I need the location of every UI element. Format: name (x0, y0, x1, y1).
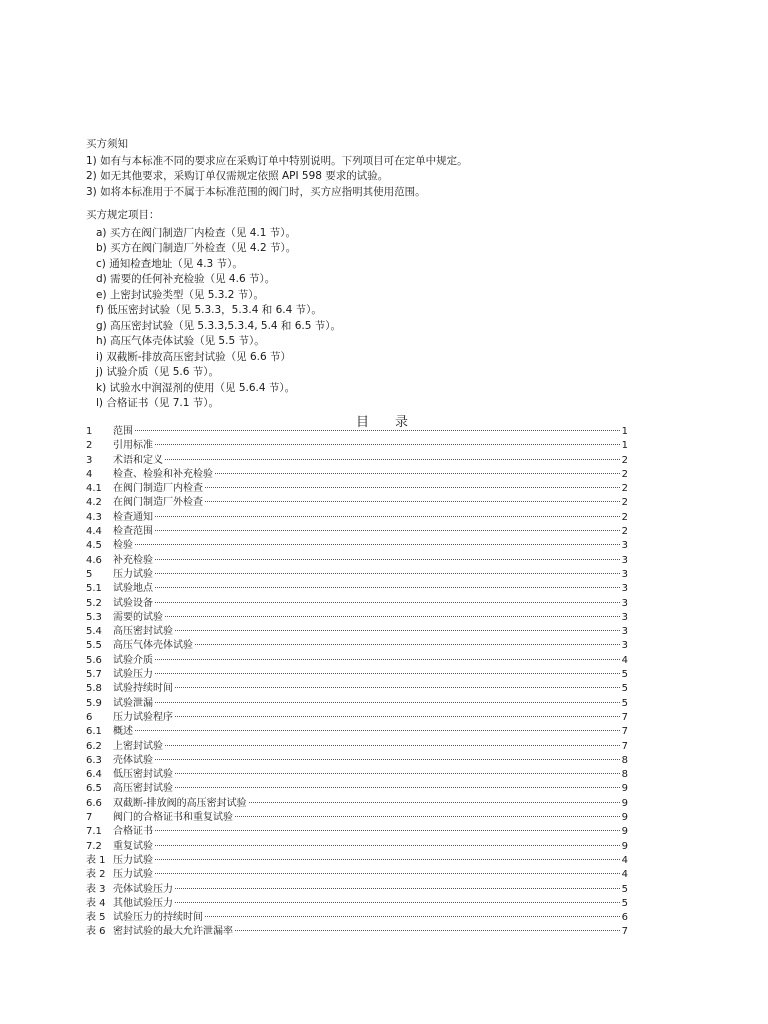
toc-entry-page: 9 (621, 783, 628, 795)
toc-entry (86, 582, 628, 596)
toc-entry-page: 9 (621, 797, 628, 809)
toc-entry (86, 854, 628, 868)
toc-entry-page: 2 (621, 511, 628, 523)
toc-entry-number: 5.8 (86, 683, 102, 695)
table-of-contents (86, 425, 628, 940)
toc-leader-dots (155, 873, 620, 874)
toc-entry-title: 补充检验 (113, 554, 153, 566)
toc-leader-dots (175, 773, 620, 774)
toc-entry-number: 表 1 (86, 854, 106, 866)
toc-leader-dots (155, 559, 620, 560)
toc-entry-title: 上密封试验 (113, 740, 163, 752)
toc-entry-page: 7 (621, 711, 628, 723)
toc-entry-title: 检验 (113, 540, 133, 552)
toc-entry-number: 3 (86, 454, 93, 466)
toc-entry-number: 7 (86, 812, 93, 824)
toc-entry (86, 554, 628, 568)
buyer-item: i) 双截断-排放高压密封试验（见 6.6 节） (96, 350, 292, 363)
toc-entry (86, 639, 628, 653)
toc-entry (86, 925, 628, 939)
toc-entry-title: 试验压力 (113, 669, 153, 681)
toc-entry (86, 525, 628, 539)
toc-entry-page: 5 (621, 683, 628, 695)
toc-entry (86, 439, 628, 453)
toc-leader-dots (195, 644, 620, 645)
toc-entry-number: 7.2 (86, 840, 102, 852)
buyer-note-item: 3) 如将本标准用于不属于本标准范围的阀门时，买方应指明其使用范围。 (86, 185, 426, 198)
toc-entry-number: 4.3 (86, 511, 102, 523)
toc-leader-dots (175, 687, 620, 688)
toc-entry-page: 3 (621, 554, 628, 566)
toc-entry-title: 检查、检验和补充检验 (113, 468, 213, 480)
toc-entry (86, 668, 628, 682)
toc-entry (86, 782, 628, 796)
toc-entry-number: 6 (86, 711, 93, 723)
toc-leader-dots (249, 802, 620, 803)
toc-leader-dots (155, 845, 620, 846)
toc-entry-number: 5.5 (86, 640, 102, 652)
toc-leader-dots (135, 430, 620, 431)
toc-entry (86, 868, 628, 882)
toc-entry-number: 2 (86, 440, 93, 452)
toc-leader-dots (165, 616, 620, 617)
toc-entry-page: 7 (621, 740, 628, 752)
toc-entry-title: 试验地点 (113, 583, 153, 595)
toc-entry-page: 1 (621, 426, 628, 437)
toc-entry-page: 5 (621, 697, 628, 709)
toc-entry-title: 双截断-排放阀的高压密封试验 (113, 797, 247, 809)
toc-leader-dots (235, 816, 620, 817)
toc-entry-title: 高压密封试验 (113, 783, 173, 795)
toc-entry-title: 概述 (113, 726, 133, 738)
buyer-item: f) 低压密封试验（见 5.3.3，5.3.4 和 6.4 节）。 (96, 304, 322, 316)
toc-entry-number: 4.5 (86, 540, 102, 552)
toc-entry-title: 重复试验 (113, 840, 153, 852)
toc-entry-number: 6.5 (86, 783, 102, 795)
toc-entry-page: 9 (621, 826, 628, 838)
toc-entry (86, 496, 628, 510)
buyer-item: l) 合格证书（见 7.1 节）。 (96, 397, 219, 409)
toc-entry-page: 4 (621, 869, 628, 881)
toc-entry-title: 在阀门制造厂外检查 (113, 497, 203, 509)
toc-title: 目录 (355, 415, 434, 430)
toc-entry-page: 8 (621, 754, 628, 766)
toc-entry-title: 壳体试验 (113, 754, 153, 766)
toc-entry-number: 5.9 (86, 697, 102, 709)
toc-entry-page: 1 (621, 440, 628, 452)
toc-entry-title: 壳体试验压力 (113, 883, 173, 895)
toc-entry-page: 3 (621, 611, 628, 623)
toc-leader-dots (235, 930, 620, 931)
toc-entry-page: 9 (621, 812, 628, 824)
toc-entry-page: 4 (621, 654, 628, 666)
buyer-item: g) 高压密封试验（见 5.3.3,5.3.4, 5.4 和 6.5 节）。 (96, 319, 342, 332)
toc-entry-title: 高压气体壳体试验 (113, 640, 193, 652)
toc-entry-number: 5.6 (86, 654, 102, 666)
toc-entry-page: 6 (621, 912, 628, 924)
toc-entry-page: 5 (621, 669, 628, 681)
toc-entry-page: 5 (621, 883, 628, 895)
buyer-notes-heading: 买方须知 (86, 138, 128, 150)
toc-leader-dots (155, 587, 620, 588)
toc-entry-title: 范围 (113, 426, 133, 437)
toc-entry (86, 911, 628, 925)
toc-entry-number: 4.6 (86, 554, 102, 566)
toc-entry-number: 4 (86, 468, 93, 480)
toc-leader-dots (175, 888, 620, 889)
buyer-item: b) 买方在阀门制造厂外检查（见 4.2 节）。 (96, 242, 297, 254)
toc-entry-number: 5.3 (86, 611, 102, 623)
toc-entry (86, 768, 628, 782)
toc-entry-number: 6.6 (86, 797, 102, 809)
toc-entry-page: 2 (621, 468, 628, 480)
toc-entry-number: 4.1 (86, 483, 102, 495)
toc-leader-dots (155, 759, 620, 760)
toc-leader-dots (155, 673, 620, 674)
toc-entry (86, 811, 628, 825)
toc-entry (86, 539, 628, 553)
toc-entry-page: 2 (621, 483, 628, 495)
toc-entry-number: 表 2 (86, 869, 106, 881)
toc-entry (86, 754, 628, 768)
toc-leader-dots (155, 659, 620, 660)
buyer-item: e) 上密封试验类型（见 5.3.2 节）。 (96, 288, 265, 301)
toc-entry (86, 654, 628, 668)
toc-entry-page: 3 (621, 540, 628, 552)
toc-entry-title: 压力试验 (113, 854, 153, 866)
toc-leader-dots (155, 859, 620, 860)
toc-entry (86, 740, 628, 754)
toc-entry-page: 2 (621, 526, 628, 538)
toc-leader-dots (135, 730, 620, 731)
toc-entry-page: 5 (621, 897, 628, 909)
toc-entry-number: 6.2 (86, 740, 102, 752)
toc-entry-number: 表 6 (86, 926, 106, 938)
toc-entry-number: 1 (86, 426, 93, 437)
toc-entry (86, 825, 628, 839)
buyer-note-item: 1) 如有与本标准不同的要求应在采购订单中特别说明。下列项目可在定单中规定。 (86, 154, 468, 167)
toc-entry (86, 897, 628, 911)
toc-entry-title: 压力试验 (113, 568, 153, 580)
toc-entry (86, 883, 628, 897)
toc-leader-dots (205, 916, 620, 917)
toc-leader-dots (175, 902, 620, 903)
toc-leader-dots (155, 702, 620, 703)
toc-entry-title: 压力试验程序 (113, 711, 173, 723)
toc-leader-dots (165, 459, 620, 460)
toc-entry (86, 611, 628, 625)
toc-entry (86, 597, 628, 611)
toc-entry-page: 3 (621, 597, 628, 609)
toc-entry-number: 5.2 (86, 597, 102, 609)
toc-entry-title: 检查通知 (113, 511, 153, 523)
toc-entry-title: 密封试验的最大允许泄漏率 (113, 926, 233, 938)
toc-entry-number: 5.4 (86, 626, 102, 638)
toc-entry-page: 4 (621, 854, 628, 866)
toc-entry-title: 引用标准 (113, 440, 153, 452)
buyer-items-heading: 买方规定项目： (86, 209, 160, 221)
toc-entry-title: 阀门的合格证书和重复试验 (113, 812, 233, 824)
toc-entry (86, 682, 628, 696)
toc-entry-number: 6.3 (86, 754, 102, 766)
toc-leader-dots (175, 716, 620, 717)
toc-entry-title: 试验泄漏 (113, 697, 153, 709)
toc-entry-number: 7.1 (86, 826, 102, 838)
toc-entry-page: 3 (621, 640, 628, 652)
toc-leader-dots (135, 544, 620, 545)
toc-entry-title: 术语和定义 (113, 454, 163, 466)
toc-entry-page: 2 (621, 497, 628, 509)
toc-leader-dots (205, 487, 620, 488)
toc-entry-title: 低压密封试验 (113, 769, 173, 781)
toc-entry-title: 试验设备 (113, 597, 153, 609)
toc-entry (86, 568, 628, 582)
buyer-items-section (86, 208, 341, 412)
toc-entry (86, 840, 628, 854)
toc-entry (86, 482, 628, 496)
toc-entry-page: 8 (621, 769, 628, 781)
toc-entry (86, 697, 628, 711)
toc-entry-page: 3 (621, 626, 628, 638)
toc-entry-title: 检查范围 (113, 526, 153, 538)
toc-entry-number: 6.4 (86, 769, 102, 781)
toc-leader-dots (175, 787, 620, 788)
toc-entry-page: 9 (621, 840, 628, 852)
toc-entry-number: 5.1 (86, 583, 102, 595)
toc-entry-number: 6.1 (86, 726, 102, 738)
toc-entry-title: 压力试验 (113, 869, 153, 881)
toc-entry-title: 合格证书 (113, 826, 153, 838)
toc-leader-dots (155, 573, 620, 574)
toc-entry-title: 试验持续时间 (113, 683, 173, 695)
buyer-item: d) 需要的任何补充检验（见 4.6 节）。 (96, 273, 276, 285)
toc-entry-page: 7 (621, 926, 628, 938)
toc-entry (86, 625, 628, 639)
toc-entry-number: 4.4 (86, 526, 102, 538)
toc-entry (86, 454, 628, 468)
toc-leader-dots (165, 745, 620, 746)
toc-entry (86, 797, 628, 811)
toc-leader-dots (205, 501, 620, 502)
toc-leader-dots (215, 473, 620, 474)
toc-entry-title: 高压密封试验 (113, 626, 173, 638)
toc-entry-number: 5.7 (86, 669, 102, 681)
toc-entry-number: 4.2 (86, 497, 102, 509)
buyer-item: k) 试验水中润湿剂的使用（见 5.6.4 节）。 (96, 381, 296, 394)
toc-entry (86, 725, 628, 739)
buyer-notes-section (86, 137, 468, 200)
toc-leader-dots (155, 516, 620, 517)
toc-leader-dots (155, 444, 620, 445)
toc-entry-number: 表 4 (86, 897, 106, 909)
toc-leader-dots (155, 530, 620, 531)
toc-entry (86, 511, 628, 525)
toc-leader-dots (175, 630, 620, 631)
toc-entry-title: 试验介质 (113, 654, 153, 666)
toc-entry-page: 2 (621, 454, 628, 466)
toc-leader-dots (155, 602, 620, 603)
toc-entry-title: 其他试验压力 (113, 897, 173, 909)
toc-entry (86, 711, 628, 725)
toc-entry-title: 需要的试验 (113, 611, 163, 623)
toc-entry-page: 3 (621, 583, 628, 595)
buyer-note-item: 2) 如无其他要求，采购订单仅需规定依照 API 598 要求的试验。 (86, 170, 389, 182)
toc-entry-page: 3 (621, 568, 628, 580)
toc-leader-dots (155, 830, 620, 831)
toc-entry-title: 在阀门制造厂内检查 (113, 483, 203, 495)
toc-entry (86, 425, 628, 439)
toc-entry-number: 表 5 (86, 912, 106, 924)
buyer-item: j) 试验介质（见 5.6 节）。 (96, 366, 219, 378)
buyer-item: h) 高压气体壳体试验（见 5.5 节）。 (96, 335, 265, 347)
toc-entry-number: 表 3 (86, 883, 106, 895)
toc-entry-title: 试验压力的持续时间 (113, 912, 203, 924)
toc-entry-page: 7 (621, 726, 628, 738)
toc-entry (86, 468, 628, 482)
buyer-item: a) 买方在阀门制造厂内检查（见 4.1 节）。 (96, 226, 296, 239)
buyer-item: c) 通知检查地址（见 4.3 节）。 (96, 257, 243, 270)
toc-entry-number: 5 (86, 568, 93, 580)
